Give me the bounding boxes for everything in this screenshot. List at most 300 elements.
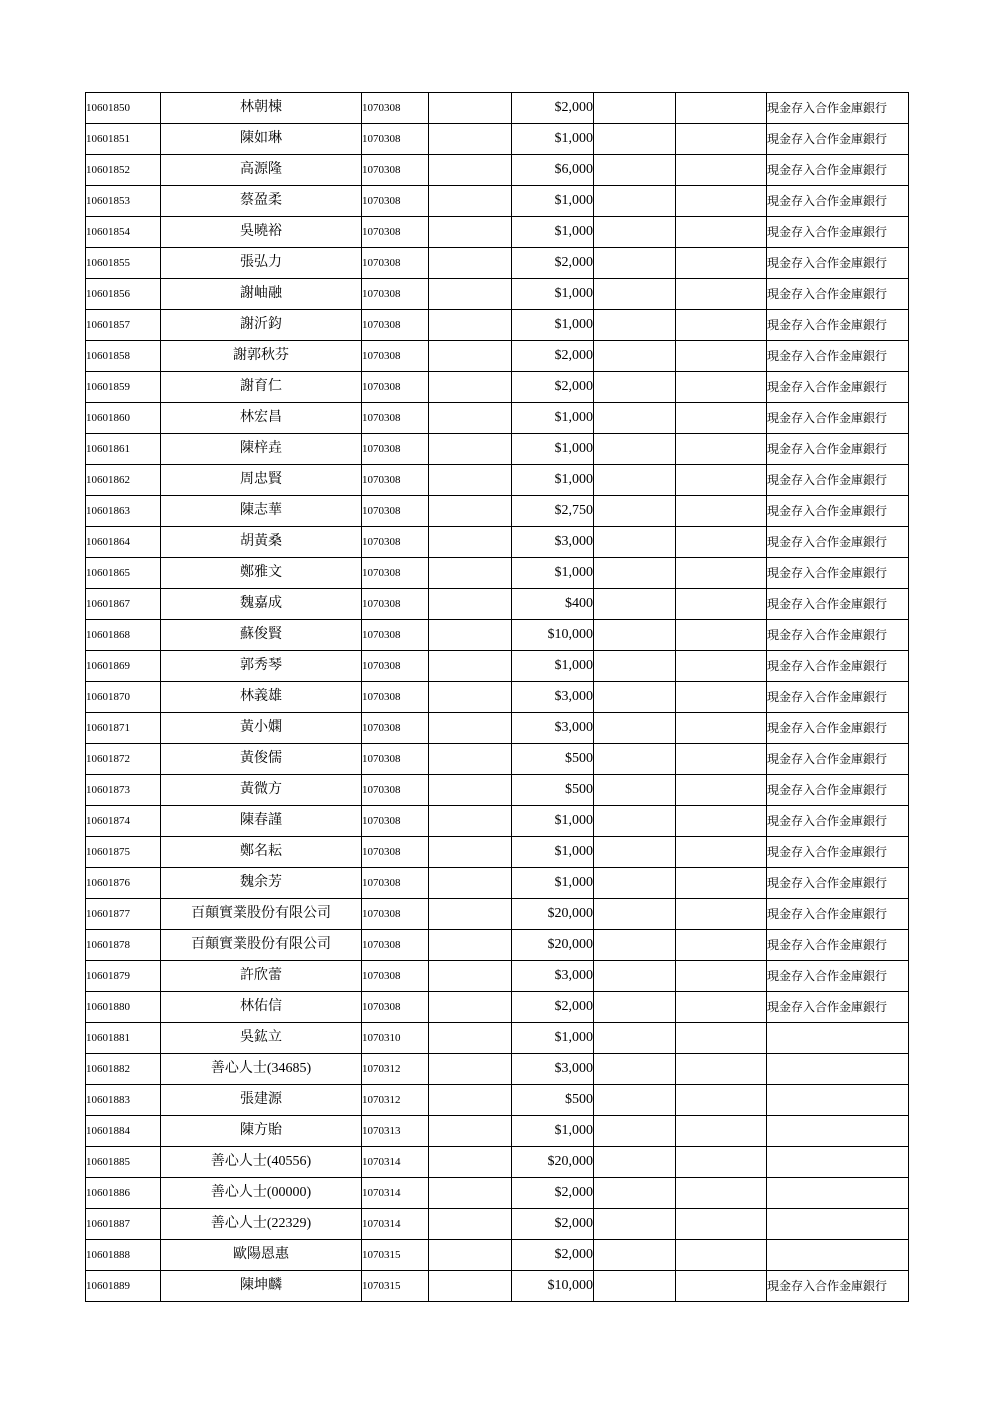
table-row [86,186,909,217]
table-row [86,682,909,713]
date-cell: 1070308 [362,527,429,558]
donor-name-cell: 張弘力 [161,248,362,279]
donor-name-cell: 陳春謹 [161,806,362,837]
amount-cell: $1,000 [512,651,594,682]
date-cell: 1070308 [362,806,429,837]
date-cell: 1070308 [362,155,429,186]
blank-cell [429,93,512,124]
blank-cell [429,1147,512,1178]
donor-name-cell: 謝育仁 [161,372,362,403]
blank-cell [429,620,512,651]
table-row [86,465,909,496]
amount-cell: $1,000 [512,1116,594,1147]
blank-cell [429,1085,512,1116]
table-row [86,837,909,868]
table-row [86,589,909,620]
blank-cell [429,217,512,248]
blank-cell [429,1209,512,1240]
blank-cell [676,930,767,961]
blank-cell [594,837,676,868]
receipt-number-cell: 10601869 [86,651,161,682]
date-cell: 1070315 [362,1240,429,1271]
remark-cell: 現金存入合作金庫銀行 [767,899,909,930]
blank-cell [594,713,676,744]
blank-cell [429,155,512,186]
receipt-number-cell: 10601876 [86,868,161,899]
blank-cell [594,620,676,651]
date-cell: 1070308 [362,744,429,775]
blank-cell [676,124,767,155]
table-row [86,341,909,372]
blank-cell [429,1023,512,1054]
blank-cell [594,1209,676,1240]
receipt-number-cell: 10601851 [86,124,161,155]
table-row [86,620,909,651]
donor-name-cell: 許欣蕾 [161,961,362,992]
blank-cell [429,465,512,496]
donor-name-cell: 善心人士(00000) [161,1178,362,1209]
blank-cell [676,1271,767,1302]
blank-cell [429,310,512,341]
blank-cell [594,124,676,155]
remark-cell: 現金存入合作金庫銀行 [767,403,909,434]
blank-cell [429,434,512,465]
receipt-number-cell: 10601885 [86,1147,161,1178]
donor-name-cell: 林佑信 [161,992,362,1023]
blank-cell [676,1147,767,1178]
receipt-number-cell: 10601856 [86,279,161,310]
table-row [86,1116,909,1147]
donor-name-cell: 胡黃桑 [161,527,362,558]
amount-cell: $1,000 [512,465,594,496]
blank-cell [594,1116,676,1147]
receipt-number-cell: 10601858 [86,341,161,372]
blank-cell [594,1147,676,1178]
table-row [86,744,909,775]
remark-cell: 現金存入合作金庫銀行 [767,217,909,248]
blank-cell [594,930,676,961]
amount-cell: $1,000 [512,434,594,465]
receipt-number-cell: 10601853 [86,186,161,217]
blank-cell [429,1054,512,1085]
blank-cell [594,1178,676,1209]
blank-cell [429,651,512,682]
blank-cell [429,496,512,527]
remark-cell: 現金存入合作金庫銀行 [767,682,909,713]
donor-name-cell: 林朝棟 [161,93,362,124]
receipt-number-cell: 10601872 [86,744,161,775]
receipt-number-cell: 10601875 [86,837,161,868]
amount-cell: $1,000 [512,217,594,248]
blank-cell [594,310,676,341]
blank-cell [594,744,676,775]
remark-cell: 現金存入合作金庫銀行 [767,620,909,651]
receipt-number-cell: 10601855 [86,248,161,279]
remark-cell: 現金存入合作金庫銀行 [767,186,909,217]
blank-cell [676,961,767,992]
blank-cell [429,589,512,620]
blank-cell [429,527,512,558]
amount-cell: $3,000 [512,682,594,713]
blank-cell [429,1178,512,1209]
amount-cell: $1,000 [512,868,594,899]
donor-name-cell: 高源隆 [161,155,362,186]
table-row [86,1085,909,1116]
donor-name-cell: 善心人士(34685) [161,1054,362,1085]
receipt-number-cell: 10601861 [86,434,161,465]
amount-cell: $1,000 [512,310,594,341]
remark-cell: 現金存入合作金庫銀行 [767,651,909,682]
receipt-number-cell: 10601889 [86,1271,161,1302]
remark-cell [767,1116,909,1147]
blank-cell [676,217,767,248]
amount-cell: $2,000 [512,1209,594,1240]
table-row [86,713,909,744]
date-cell: 1070308 [362,186,429,217]
date-cell: 1070308 [362,868,429,899]
remark-cell: 現金存入合作金庫銀行 [767,124,909,155]
blank-cell [676,806,767,837]
donor-name-cell: 謝岫融 [161,279,362,310]
receipt-number-cell: 10601881 [86,1023,161,1054]
receipt-number-cell: 10601854 [86,217,161,248]
receipt-number-cell: 10601857 [86,310,161,341]
blank-cell [594,589,676,620]
remark-cell: 現金存入合作金庫銀行 [767,961,909,992]
amount-cell: $1,000 [512,837,594,868]
blank-cell [594,1240,676,1271]
amount-cell: $6,000 [512,155,594,186]
blank-cell [594,868,676,899]
blank-cell [594,279,676,310]
blank-cell [429,403,512,434]
donor-name-cell: 魏嘉成 [161,589,362,620]
remark-cell: 現金存入合作金庫銀行 [767,310,909,341]
receipt-number-cell: 10601850 [86,93,161,124]
blank-cell [429,961,512,992]
blank-cell [594,434,676,465]
remark-cell [767,1240,909,1271]
blank-cell [676,279,767,310]
blank-cell [676,1240,767,1271]
blank-cell [676,868,767,899]
blank-cell [676,744,767,775]
ledger-body [86,93,909,1302]
blank-cell [429,279,512,310]
remark-cell: 現金存入合作金庫銀行 [767,558,909,589]
blank-cell [594,496,676,527]
date-cell: 1070308 [362,775,429,806]
blank-cell [429,775,512,806]
blank-cell [676,93,767,124]
donor-name-cell: 吳鈜立 [161,1023,362,1054]
donor-name-cell: 歐陽恩惠 [161,1240,362,1271]
amount-cell: $3,000 [512,527,594,558]
donor-name-cell: 周忠賢 [161,465,362,496]
amount-cell: $2,000 [512,1178,594,1209]
table-row [86,527,909,558]
blank-cell [594,558,676,589]
remark-cell: 現金存入合作金庫銀行 [767,992,909,1023]
blank-cell [676,682,767,713]
amount-cell: $20,000 [512,899,594,930]
amount-cell: $500 [512,1085,594,1116]
donor-name-cell: 郭秀琴 [161,651,362,682]
donor-name-cell: 鄭雅文 [161,558,362,589]
blank-cell [676,155,767,186]
donor-name-cell: 鄭名耘 [161,837,362,868]
date-cell: 1070308 [362,682,429,713]
receipt-number-cell: 10601888 [86,1240,161,1271]
donor-name-cell: 蔡盈柔 [161,186,362,217]
blank-cell [429,1240,512,1271]
amount-cell: $500 [512,744,594,775]
blank-cell [676,527,767,558]
receipt-number-cell: 10601880 [86,992,161,1023]
blank-cell [429,899,512,930]
date-cell: 1070308 [362,620,429,651]
remark-cell: 現金存入合作金庫銀行 [767,279,909,310]
table-row [86,1271,909,1302]
table-row [86,434,909,465]
receipt-number-cell: 10601873 [86,775,161,806]
table-row [86,372,909,403]
table-row [86,1023,909,1054]
donor-name-cell: 張建源 [161,1085,362,1116]
blank-cell [594,992,676,1023]
blank-cell [676,1116,767,1147]
date-cell: 1070308 [362,217,429,248]
table-row [86,775,909,806]
amount-cell: $3,000 [512,1054,594,1085]
date-cell: 1070312 [362,1085,429,1116]
amount-cell: $20,000 [512,930,594,961]
blank-cell [594,93,676,124]
amount-cell: $500 [512,775,594,806]
receipt-number-cell: 10601860 [86,403,161,434]
remark-cell: 現金存入合作金庫銀行 [767,496,909,527]
blank-cell [676,837,767,868]
blank-cell [429,992,512,1023]
donor-name-cell: 百顛實業股份有限公司 [161,930,362,961]
table-row [86,961,909,992]
remark-cell [767,1023,909,1054]
receipt-number-cell: 10601871 [86,713,161,744]
date-cell: 1070308 [362,496,429,527]
amount-cell: $2,000 [512,372,594,403]
date-cell: 1070308 [362,465,429,496]
table-row [86,1209,909,1240]
table-row [86,124,909,155]
amount-cell: $2,000 [512,248,594,279]
blank-cell [676,372,767,403]
blank-cell [594,806,676,837]
blank-cell [429,1271,512,1302]
remark-cell: 現金存入合作金庫銀行 [767,806,909,837]
blank-cell [594,775,676,806]
blank-cell [429,930,512,961]
remark-cell: 現金存入合作金庫銀行 [767,465,909,496]
blank-cell [594,217,676,248]
remark-cell: 現金存入合作金庫銀行 [767,930,909,961]
remark-cell: 現金存入合作金庫銀行 [767,434,909,465]
receipt-number-cell: 10601863 [86,496,161,527]
date-cell: 1070308 [362,713,429,744]
remark-cell: 現金存入合作金庫銀行 [767,93,909,124]
date-cell: 1070308 [362,124,429,155]
blank-cell [676,186,767,217]
amount-cell: $2,000 [512,992,594,1023]
date-cell: 1070308 [362,434,429,465]
blank-cell [676,496,767,527]
date-cell: 1070313 [362,1116,429,1147]
blank-cell [676,1085,767,1116]
blank-cell [676,589,767,620]
blank-cell [676,558,767,589]
amount-cell: $400 [512,589,594,620]
date-cell: 1070308 [362,93,429,124]
date-cell: 1070308 [362,992,429,1023]
receipt-number-cell: 10601859 [86,372,161,403]
date-cell: 1070314 [362,1147,429,1178]
receipt-number-cell: 10601883 [86,1085,161,1116]
date-cell: 1070308 [362,651,429,682]
table-row [86,403,909,434]
remark-cell: 現金存入合作金庫銀行 [767,868,909,899]
remark-cell: 現金存入合作金庫銀行 [767,341,909,372]
receipt-number-cell: 10601877 [86,899,161,930]
receipt-number-cell: 10601867 [86,589,161,620]
table-row [86,1054,909,1085]
donor-name-cell: 陳志華 [161,496,362,527]
blank-cell [594,248,676,279]
blank-cell [429,186,512,217]
blank-cell [676,1178,767,1209]
receipt-number-cell: 10601852 [86,155,161,186]
table-row [86,868,909,899]
date-cell: 1070308 [362,341,429,372]
blank-cell [429,806,512,837]
amount-cell: $10,000 [512,620,594,651]
blank-cell [594,961,676,992]
donor-name-cell: 吳曉裕 [161,217,362,248]
donor-name-cell: 陳梓垚 [161,434,362,465]
blank-cell [594,465,676,496]
table-row [86,899,909,930]
blank-cell [676,403,767,434]
blank-cell [676,899,767,930]
date-cell: 1070308 [362,248,429,279]
table-row [86,806,909,837]
remark-cell: 現金存入合作金庫銀行 [767,837,909,868]
amount-cell: $3,000 [512,713,594,744]
amount-cell: $2,000 [512,1240,594,1271]
blank-cell [594,1271,676,1302]
amount-cell: $2,000 [512,341,594,372]
amount-cell: $3,000 [512,961,594,992]
blank-cell [429,248,512,279]
remark-cell: 現金存入合作金庫銀行 [767,372,909,403]
blank-cell [676,434,767,465]
blank-cell [594,372,676,403]
date-cell: 1070308 [362,961,429,992]
blank-cell [594,186,676,217]
table-row [86,930,909,961]
remark-cell: 現金存入合作金庫銀行 [767,248,909,279]
blank-cell [429,837,512,868]
donor-name-cell: 黃俊儒 [161,744,362,775]
remark-cell: 現金存入合作金庫銀行 [767,775,909,806]
donor-name-cell: 謝郭秋芬 [161,341,362,372]
blank-cell [429,868,512,899]
donor-name-cell: 林宏昌 [161,403,362,434]
blank-cell [429,341,512,372]
blank-cell [429,713,512,744]
table-row [86,496,909,527]
blank-cell [676,465,767,496]
remark-cell: 現金存入合作金庫銀行 [767,589,909,620]
receipt-number-cell: 10601887 [86,1209,161,1240]
date-cell: 1070308 [362,558,429,589]
receipt-number-cell: 10601884 [86,1116,161,1147]
blank-cell [676,341,767,372]
date-cell: 1070315 [362,1271,429,1302]
blank-cell [594,341,676,372]
date-cell: 1070308 [362,279,429,310]
date-cell: 1070308 [362,310,429,341]
table-row [86,1147,909,1178]
remark-cell: 現金存入合作金庫銀行 [767,713,909,744]
amount-cell: $1,000 [512,186,594,217]
amount-cell: $1,000 [512,806,594,837]
blank-cell [429,124,512,155]
blank-cell [676,310,767,341]
blank-cell [429,372,512,403]
receipt-number-cell: 10601865 [86,558,161,589]
blank-cell [594,682,676,713]
blank-cell [676,651,767,682]
receipt-number-cell: 10601886 [86,1178,161,1209]
donor-name-cell: 黃小嫻 [161,713,362,744]
amount-cell: $1,000 [512,403,594,434]
donor-name-cell: 陳坤麟 [161,1271,362,1302]
table-row [86,992,909,1023]
amount-cell: $1,000 [512,279,594,310]
table-row [86,1240,909,1271]
blank-cell [594,899,676,930]
receipt-number-cell: 10601864 [86,527,161,558]
amount-cell: $1,000 [512,558,594,589]
remark-cell: 現金存入合作金庫銀行 [767,155,909,186]
amount-cell: $1,000 [512,124,594,155]
blank-cell [676,620,767,651]
amount-cell: $1,000 [512,1023,594,1054]
table-row [86,558,909,589]
remark-cell: 現金存入合作金庫銀行 [767,744,909,775]
donor-name-cell: 謝沂鈞 [161,310,362,341]
blank-cell [594,651,676,682]
donor-name-cell: 魏余芳 [161,868,362,899]
receipt-number-cell: 10601879 [86,961,161,992]
table-row [86,651,909,682]
date-cell: 1070312 [362,1054,429,1085]
remark-cell: 現金存入合作金庫銀行 [767,1271,909,1302]
blank-cell [594,1023,676,1054]
blank-cell [676,992,767,1023]
blank-cell [429,744,512,775]
receipt-number-cell: 10601862 [86,465,161,496]
date-cell: 1070314 [362,1209,429,1240]
